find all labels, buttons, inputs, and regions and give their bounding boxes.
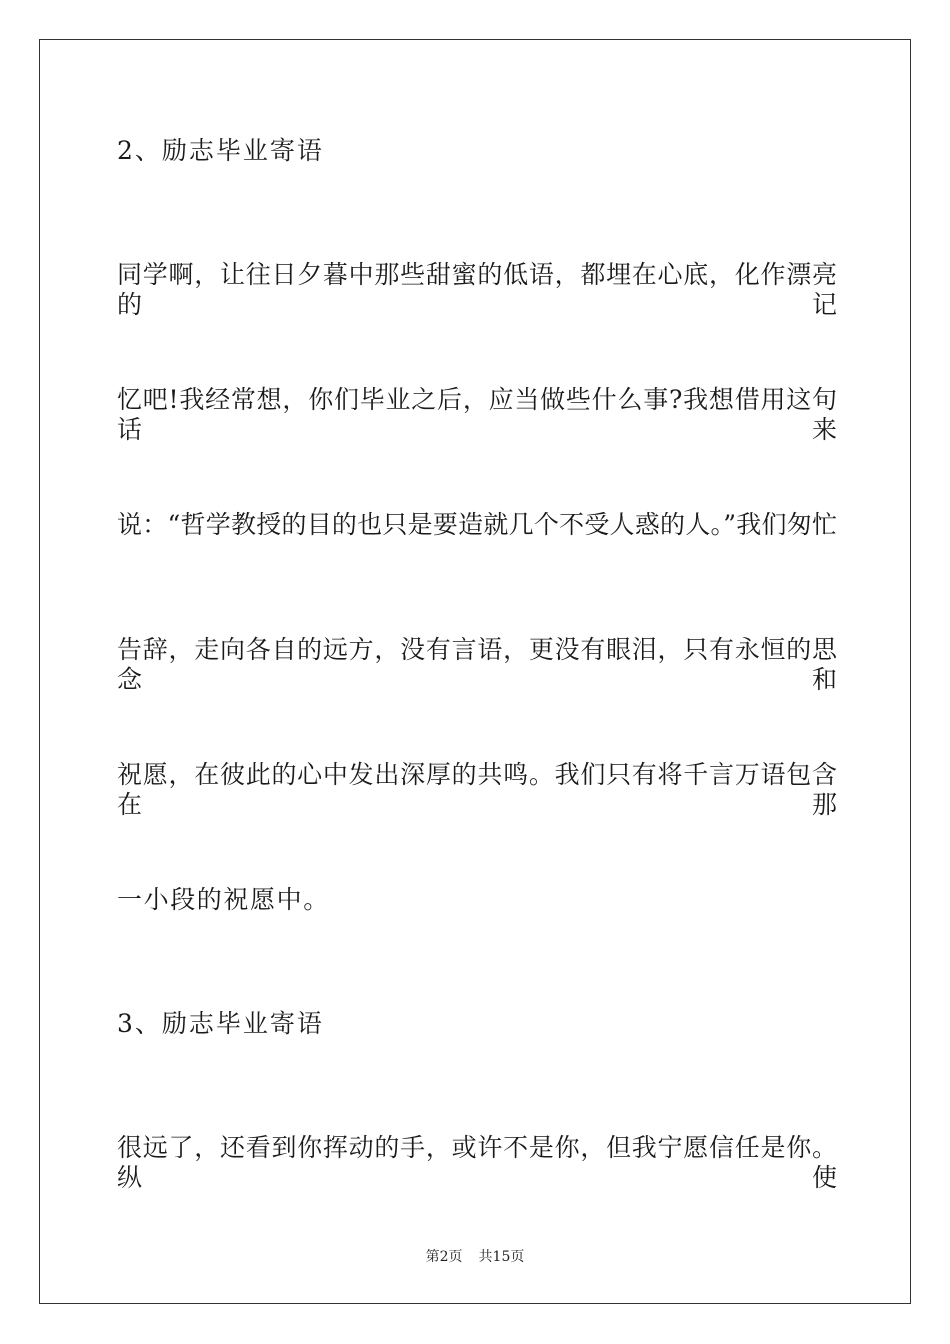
paragraph-line: 告辞，走向各自的远方，没有言语，更没有眼泪，只有永恒的思念和 [117, 635, 837, 694]
paragraph-line: 同学啊，让往日夕暮中那些甜蜜的低语，都埋在心底，化作漂亮的记 [117, 260, 837, 319]
section-heading-3: 3、励志毕业寄语 [117, 1009, 324, 1038]
page-total: 共15页 [478, 1249, 525, 1265]
page-footer [0, 1248, 950, 1266]
page-number: 第2页 [425, 1249, 463, 1265]
section-heading-2: 2、励志毕业寄语 [117, 136, 324, 165]
paragraph-line: 忆吧!我经常想，你们毕业之后，应当做些什么事?我想借用这句话来 [117, 385, 837, 444]
paragraph-line: 祝愿，在彼此的心中发出深厚的共鸣。我们只有将千言万语包含在那 [117, 760, 837, 819]
paragraph-line: 很远了，还看到你挥动的手，或许不是你，但我宁愿信任是你。纵使 [117, 1133, 837, 1192]
paragraph-line: 说：“哲学教授的目的也只是要造就几个不受人惑的人。”我们匆忙 [117, 510, 837, 539]
paragraph-line: 一小段的祝愿中。 [117, 885, 330, 914]
